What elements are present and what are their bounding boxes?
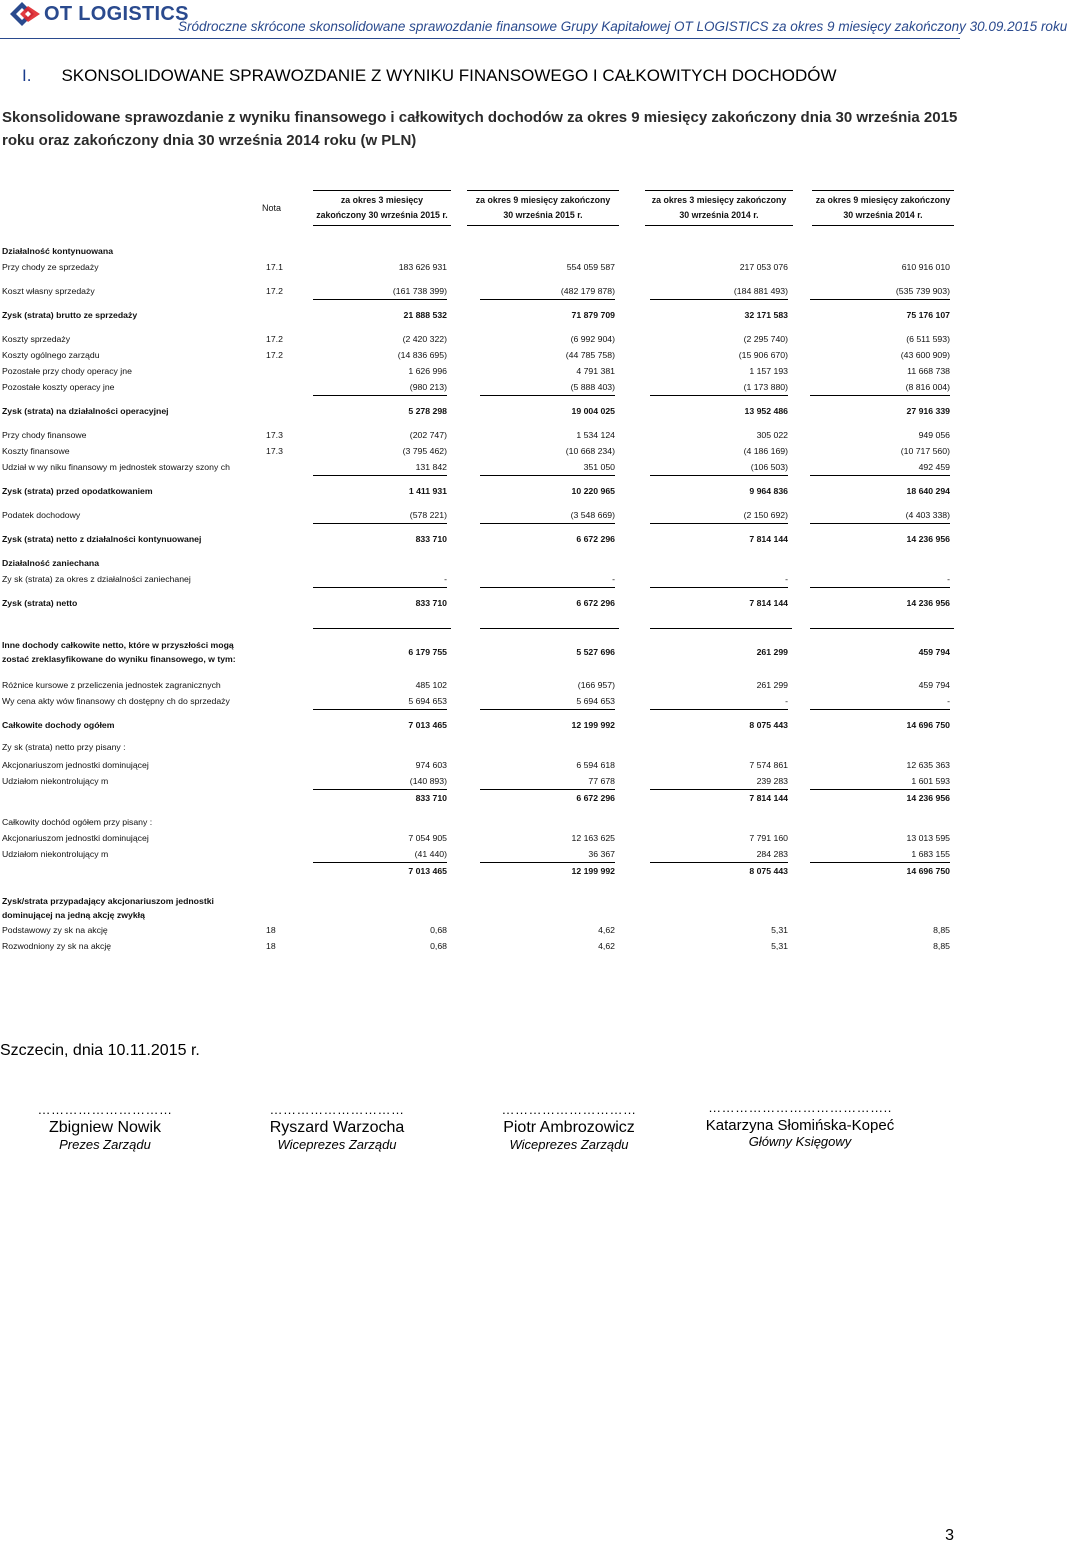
row-value: 610 916 010 xyxy=(901,262,950,272)
row-value: 7 814 144 xyxy=(749,793,788,803)
row-value: (1 173 880) xyxy=(650,382,788,396)
row-value: 8 075 443 xyxy=(749,866,788,876)
row-value: 6 672 296 xyxy=(576,534,615,544)
row-value: - xyxy=(313,574,447,588)
row-value: (41 440) xyxy=(313,849,447,863)
row-value: (535 739 903) xyxy=(810,286,950,300)
place-and-date: Szczecin, dnia 10.11.2015 r. xyxy=(0,1042,200,1059)
row-value: (44 785 758) xyxy=(565,350,615,360)
row-label: Zy sk (strata) netto przy pisany : xyxy=(2,742,126,752)
row-label: Pozostałe przy chody operacy jne xyxy=(2,366,132,376)
nota-header: Nota xyxy=(262,203,282,213)
column-separator-line xyxy=(650,628,792,629)
signatory-name: Katarzyna Słomińska-Kopeć xyxy=(705,1117,895,1134)
row-value: 7 013 465 xyxy=(408,866,447,876)
row-value: 14 236 956 xyxy=(906,793,950,803)
row-value: - xyxy=(810,696,950,710)
row-value: 32 171 583 xyxy=(744,310,788,320)
row-value: 261 299 xyxy=(756,647,788,657)
row-value: 12 635 363 xyxy=(906,760,950,770)
table-row xyxy=(0,286,960,300)
column-header-q3-2014 xyxy=(645,190,793,226)
row-value: (2 295 740) xyxy=(743,334,788,344)
row-value: (6 511 593) xyxy=(906,334,950,344)
row-label-continued: zostać zreklasyfikowane do wyniku finansowego, w tym: xyxy=(2,654,236,664)
row-label: Różnice kursowe z przeliczenia jednostek zagranicznych xyxy=(2,680,221,690)
column-header-line2: zakończony 30 września 2015 r. xyxy=(316,210,448,220)
company-logo xyxy=(6,0,189,28)
table-row xyxy=(0,462,960,476)
row-label: Zysk (strata) netto xyxy=(2,598,78,608)
row-value: (3 795 462) xyxy=(402,446,447,456)
page-number: 3 xyxy=(945,1527,954,1544)
row-value: (15 906 670) xyxy=(738,350,788,360)
row-label: Całkowity dochód ogółem przy pisany : xyxy=(2,817,153,827)
row-value: 284 283 xyxy=(650,849,788,863)
column-header-line2: 30 września 2014 r. xyxy=(843,210,923,220)
column-separator-line xyxy=(313,628,451,629)
row-value: 1 411 931 xyxy=(408,486,447,496)
row-value: (14 836 695) xyxy=(397,350,447,360)
row-note: 17.2 xyxy=(266,350,283,360)
table-row xyxy=(0,366,960,380)
row-value: 13 952 486 xyxy=(744,406,788,416)
row-value: 5 527 696 xyxy=(576,647,615,657)
table-row xyxy=(0,760,960,774)
row-value: 305 022 xyxy=(756,430,788,440)
signatory-name: Zbigniew Nowik xyxy=(48,1119,162,1136)
column-header-9m-2015 xyxy=(467,190,619,226)
row-value: 183 626 931 xyxy=(398,262,447,272)
row-note: 17.3 xyxy=(266,446,283,456)
signature-block xyxy=(5,1102,205,1152)
row-value: 459 794 xyxy=(918,680,950,690)
row-label: Rozwodniony zy sk na akcję xyxy=(2,941,112,951)
table-row xyxy=(0,246,960,260)
row-value: (184 881 493) xyxy=(650,286,788,300)
row-value: 7 791 160 xyxy=(749,833,788,843)
column-header-line1: za okres 9 miesięcy zakończony xyxy=(475,195,611,205)
table-row xyxy=(0,833,960,847)
row-value: 7 013 465 xyxy=(408,720,447,730)
row-value: (166 957) xyxy=(577,680,615,690)
row-value: 36 367 xyxy=(480,849,615,863)
row-value: 131 842 xyxy=(313,462,447,476)
row-note: 17.3 xyxy=(266,430,283,440)
table-row xyxy=(0,350,960,364)
row-value: 4 791 381 xyxy=(576,366,615,376)
logo-text: OT LOGISTICS xyxy=(44,2,189,25)
row-value: 12 199 992 xyxy=(571,866,615,876)
column-header-line1: za okres 9 miesięcy zakończony xyxy=(815,195,951,205)
row-value: 0,68 xyxy=(430,941,447,951)
row-value: 1 157 193 xyxy=(749,366,788,376)
row-value: 7 574 861 xyxy=(749,760,788,770)
row-value: 6 179 755 xyxy=(408,647,447,657)
row-value: (578 221) xyxy=(313,510,447,524)
row-value: (5 888 403) xyxy=(480,382,615,396)
statement-subtitle: Skonsolidowane sprawozdanie z wyniku finansowego i całkowitych dochodów za okres 9 miesięcy zakończony dnia 30 września 2015 roku oraz zakończony dnia 30 września 2014 roku (w PLN) xyxy=(2,109,958,149)
document-header-title: Śródroczne skrócone skonsolidowane sprawozdanie finansowe Grupy Kapitałowej OT LOGISTICS za okres 9 miesięcy zakończony 30.09.2015 roku xyxy=(178,19,1067,34)
signatory-role: Prezes Zarządu xyxy=(59,1137,151,1152)
row-value: 6 672 296 xyxy=(576,598,615,608)
row-value: (6 992 904) xyxy=(570,334,615,344)
column-header-line2: 30 września 2015 r. xyxy=(503,210,583,220)
row-label: Zy sk (strata) za okres z działalności zaniechanej xyxy=(2,574,191,584)
row-value: 217 053 076 xyxy=(739,262,788,272)
row-value: 833 710 xyxy=(415,598,447,608)
row-value: 12 199 992 xyxy=(571,720,615,730)
row-value: 261 299 xyxy=(756,680,788,690)
signature-line: ………………………… xyxy=(501,1102,637,1117)
row-value: 949 056 xyxy=(918,430,950,440)
table-row xyxy=(0,640,960,664)
signatory-role: Główny Księgowy xyxy=(748,1134,852,1149)
row-value: 71 879 709 xyxy=(571,310,615,320)
row-value: (10 717 560) xyxy=(900,446,950,456)
ot-logo-icon xyxy=(6,0,42,28)
row-label: Zysk (strata) na działalności operacyjnej xyxy=(2,406,169,416)
table-row xyxy=(0,534,960,548)
row-value: 6 672 296 xyxy=(576,793,615,803)
row-label-continued: dominującej na jedną akcję zwykłą xyxy=(2,910,145,920)
section-number: I. xyxy=(22,66,32,85)
row-note: 17.2 xyxy=(266,334,283,344)
signature-line: ………………………… xyxy=(269,1102,405,1117)
table-row xyxy=(0,896,960,920)
table-row xyxy=(0,510,960,524)
row-value: (8 816 004) xyxy=(810,382,950,396)
row-value: 4,62 xyxy=(598,925,615,935)
section-heading xyxy=(22,66,837,86)
row-value: 21 888 532 xyxy=(403,310,447,320)
row-value: 485 102 xyxy=(415,680,447,690)
table-row xyxy=(0,776,960,790)
row-value: 14 236 956 xyxy=(906,598,950,608)
row-value: 11 668 738 xyxy=(907,366,950,376)
row-value: 833 710 xyxy=(415,793,447,803)
row-label: Zysk (strata) brutto ze sprzedaży xyxy=(2,310,138,320)
row-value: (161 738 399) xyxy=(313,286,447,300)
row-label: Koszty ogólnego zarządu xyxy=(2,350,100,360)
row-note: 17.2 xyxy=(266,286,283,296)
row-value: - xyxy=(480,574,615,588)
column-header-line1: za okres 3 miesięcy zakończony xyxy=(651,195,787,205)
row-value: (43 600 909) xyxy=(900,350,950,360)
row-label: Udział w wy niku finansowy m jednostek stowarzy szony ch xyxy=(2,462,230,472)
row-value: 5 278 298 xyxy=(408,406,447,416)
row-value: - xyxy=(650,574,788,588)
signature-block xyxy=(469,1102,669,1152)
row-value: 5,31 xyxy=(771,941,788,951)
row-label: Całkowite dochody ogółem xyxy=(2,720,115,730)
table-row xyxy=(0,720,960,734)
row-value: - xyxy=(650,696,788,710)
row-value: 5 694 653 xyxy=(480,696,615,710)
row-value: 7 814 144 xyxy=(749,534,788,544)
row-value: (140 893) xyxy=(313,776,447,790)
signatory-name: Piotr Ambrozowicz xyxy=(503,1119,635,1136)
row-value: 459 794 xyxy=(918,647,950,657)
row-value: (202 747) xyxy=(409,430,447,440)
column-header-9m-2014 xyxy=(812,190,954,226)
signature-block xyxy=(700,1100,900,1149)
row-value: 27 916 339 xyxy=(906,406,950,416)
table-row xyxy=(0,334,960,348)
row-value: 492 459 xyxy=(810,462,950,476)
signatory-role: Wiceprezes Zarządu xyxy=(277,1137,397,1152)
row-value: 7 814 144 xyxy=(749,598,788,608)
row-value: 10 220 965 xyxy=(571,486,615,496)
row-value: 554 059 587 xyxy=(566,262,615,272)
row-value: 6 594 618 xyxy=(576,760,615,770)
row-value: (10 668 234) xyxy=(565,446,615,456)
table-row xyxy=(0,558,960,572)
table-row xyxy=(0,486,960,500)
row-value: 833 710 xyxy=(415,534,447,544)
row-label: Zysk/strata przypadający akcjonariuszom jednostki xyxy=(2,896,214,906)
table-row xyxy=(0,817,960,831)
row-value: (106 503) xyxy=(650,462,788,476)
row-value: 14 696 750 xyxy=(906,720,950,730)
signatory-name: Ryszard Warzocha xyxy=(269,1119,405,1136)
row-label: Udziałom niekontrolujący m xyxy=(2,849,109,859)
table-row xyxy=(0,446,960,460)
row-value: 7 054 905 xyxy=(408,833,447,843)
table-row xyxy=(0,262,960,276)
row-label: Pozostałe koszty operacy jne xyxy=(2,382,115,392)
row-value: 75 176 107 xyxy=(906,310,950,320)
column-header-line2: 30 września 2014 r. xyxy=(679,210,759,220)
row-note: 18 xyxy=(266,941,276,951)
row-label: Inne dochody całkowite netto, które w przyszłości mogą xyxy=(2,640,234,650)
table-row xyxy=(0,925,960,939)
signature-block xyxy=(237,1102,437,1152)
row-label: Zysk (strata) netto z działalności kontynuowanej xyxy=(2,534,202,544)
row-label: Koszty sprzedaży xyxy=(2,334,71,344)
row-value: (2 150 692) xyxy=(650,510,788,524)
row-label: Koszty finansowe xyxy=(2,446,70,456)
table-row xyxy=(0,680,960,694)
signature-line: ………………………………….. xyxy=(708,1100,892,1115)
row-label: Przy chody finansowe xyxy=(2,430,87,440)
row-value: 1 626 996 xyxy=(408,366,447,376)
row-value: 9 964 836 xyxy=(749,486,788,496)
row-value: 8 075 443 xyxy=(749,720,788,730)
column-separator-line xyxy=(480,628,619,629)
row-value: 77 678 xyxy=(480,776,615,790)
row-value: 5 694 653 xyxy=(313,696,447,710)
row-value: 13 013 595 xyxy=(906,833,950,843)
table-row xyxy=(0,696,960,710)
row-note: 18 xyxy=(266,925,276,935)
row-value: 1 683 155 xyxy=(810,849,950,863)
row-label: Koszt własny sprzedaży xyxy=(2,286,95,296)
row-value: 19 004 025 xyxy=(571,406,615,416)
table-row xyxy=(0,574,960,588)
row-label: Akcjonariuszom jednostki dominującej xyxy=(2,760,149,770)
row-label: Akcjonariuszom jednostki dominującej xyxy=(2,833,149,843)
table-row xyxy=(0,598,960,612)
row-value: 12 163 625 xyxy=(571,833,615,843)
row-value: 0,68 xyxy=(430,925,447,935)
signature-line: ………………………… xyxy=(37,1102,173,1117)
row-label: Zysk (strata) przed opodatkowaniem xyxy=(2,486,153,496)
row-value: 8,85 xyxy=(933,941,950,951)
table-row xyxy=(0,793,960,807)
section-title: SKONSOLIDOWANE SPRAWOZDANIE Z WYNIKU FINANSOWEGO I CAŁKOWITYCH DOCHODÓW xyxy=(61,66,837,85)
column-header-line1: za okres 3 miesięcy xyxy=(340,195,424,205)
column-separator-line xyxy=(810,628,954,629)
row-value: (4 186 169) xyxy=(743,446,788,456)
row-value: 1 534 124 xyxy=(576,430,615,440)
table-row xyxy=(0,742,960,756)
table-row xyxy=(0,406,960,420)
table-row xyxy=(0,849,960,863)
row-value: (3 548 669) xyxy=(480,510,615,524)
row-value: 4,62 xyxy=(598,941,615,951)
row-label: Podstawowy zy sk na akcję xyxy=(2,925,108,935)
row-label: Przy chody ze sprzedaży xyxy=(2,262,99,272)
signatory-role: Wiceprezes Zarządu xyxy=(509,1137,629,1152)
row-value: (980 213) xyxy=(313,382,447,396)
row-value: 351 050 xyxy=(480,462,615,476)
table-row xyxy=(0,941,960,955)
row-value: 239 283 xyxy=(650,776,788,790)
column-header-q3-2015 xyxy=(313,190,451,226)
row-value: 1 601 593 xyxy=(810,776,950,790)
row-value: 974 603 xyxy=(415,760,447,770)
row-label: Wy cena akty wów finansowy ch dostępny ch do sprzedaży xyxy=(2,696,230,706)
row-label: Działalność kontynuowana xyxy=(2,246,114,256)
row-label: Podatek dochodowy xyxy=(2,510,81,520)
row-label: Udziałom niekontrolujący m xyxy=(2,776,109,786)
row-value: 18 640 294 xyxy=(906,486,950,496)
table-row xyxy=(0,866,960,880)
row-value: (482 179 878) xyxy=(480,286,615,300)
table-row xyxy=(0,382,960,396)
row-value: 14 236 956 xyxy=(906,534,950,544)
row-note: 17.1 xyxy=(266,262,283,272)
header-divider xyxy=(0,38,960,39)
row-value: (2 420 322) xyxy=(402,334,447,344)
row-value: 14 696 750 xyxy=(906,866,950,876)
row-value: - xyxy=(810,574,950,588)
table-row xyxy=(0,430,960,444)
table-row xyxy=(0,310,960,324)
row-label: Działalność zaniechana xyxy=(2,558,100,568)
row-value: 8,85 xyxy=(933,925,950,935)
row-value: (4 403 338) xyxy=(810,510,950,524)
row-value: 5,31 xyxy=(771,925,788,935)
